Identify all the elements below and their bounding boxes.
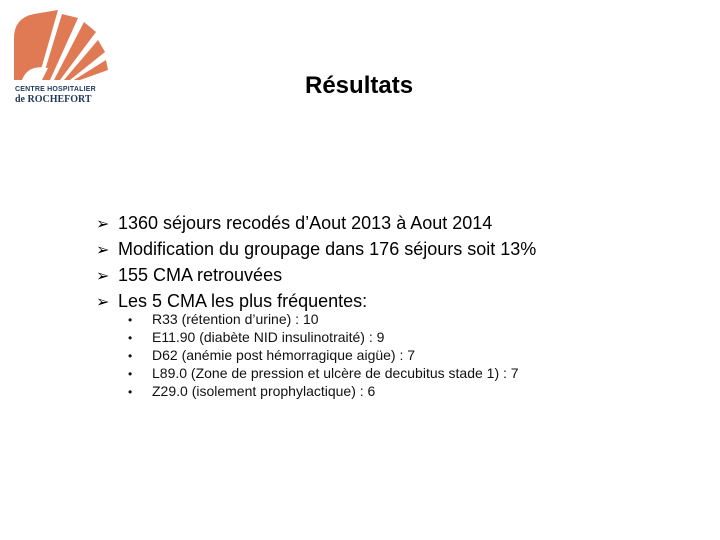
bullet-text: Les 5 CMA les plus fréquentes:: [118, 291, 368, 311]
sub-bullet-item: [128, 364, 708, 382]
dot-bullet-icon: •: [128, 367, 133, 381]
main-bullet-list: [96, 210, 696, 314]
dot-bullet-icon: •: [128, 331, 133, 345]
sub-bullet-text: R33 (rétention d’urine) : 10: [152, 311, 319, 327]
dot-bullet-icon: •: [128, 349, 133, 363]
sub-bullet-item: [128, 382, 708, 400]
sub-bullet-text: E11.90 (diabète NID insulinotraité) : 9: [152, 329, 385, 345]
sub-bullet-list: [128, 310, 708, 400]
arrow-bullet-icon: ➢: [96, 268, 110, 285]
sub-bullet-text: D62 (anémie post hémorragique aigüe) : 7: [152, 347, 416, 363]
sub-bullet-text: L89.0 (Zone de pression et ulcère de decubitus stade 1) : 7: [152, 365, 519, 381]
sub-bullet-item: [128, 328, 708, 346]
dot-bullet-icon: •: [128, 385, 133, 399]
bullet-item: [96, 210, 696, 236]
hospital-logo: [8, 8, 112, 104]
sub-bullet-text: Z29.0 (isolement prophylactique) : 6: [152, 383, 376, 399]
bullet-item: [96, 236, 696, 262]
bullet-text: Modification du groupage dans 176 séjours soit 13%: [118, 239, 537, 259]
logo-text-line2: de ROCHEFORT: [15, 94, 92, 105]
sub-bullet-item: [128, 310, 708, 328]
arrow-bullet-icon: ➢: [96, 294, 110, 311]
slide-title: Résultats: [305, 72, 414, 99]
bullet-item: [96, 262, 696, 288]
logo-text-line1: CENTRE HOSPITALIER: [15, 86, 96, 93]
dot-bullet-icon: •: [128, 313, 133, 327]
sunburst-icon: [8, 8, 112, 88]
bullet-text: 155 CMA retrouvées: [118, 265, 283, 285]
arrow-bullet-icon: ➢: [96, 216, 110, 233]
bullet-text: 1360 séjours recodés d’Aout 2013 à Aout 2014: [118, 213, 493, 233]
sub-bullet-item: [128, 346, 708, 364]
arrow-bullet-icon: ➢: [96, 242, 110, 259]
